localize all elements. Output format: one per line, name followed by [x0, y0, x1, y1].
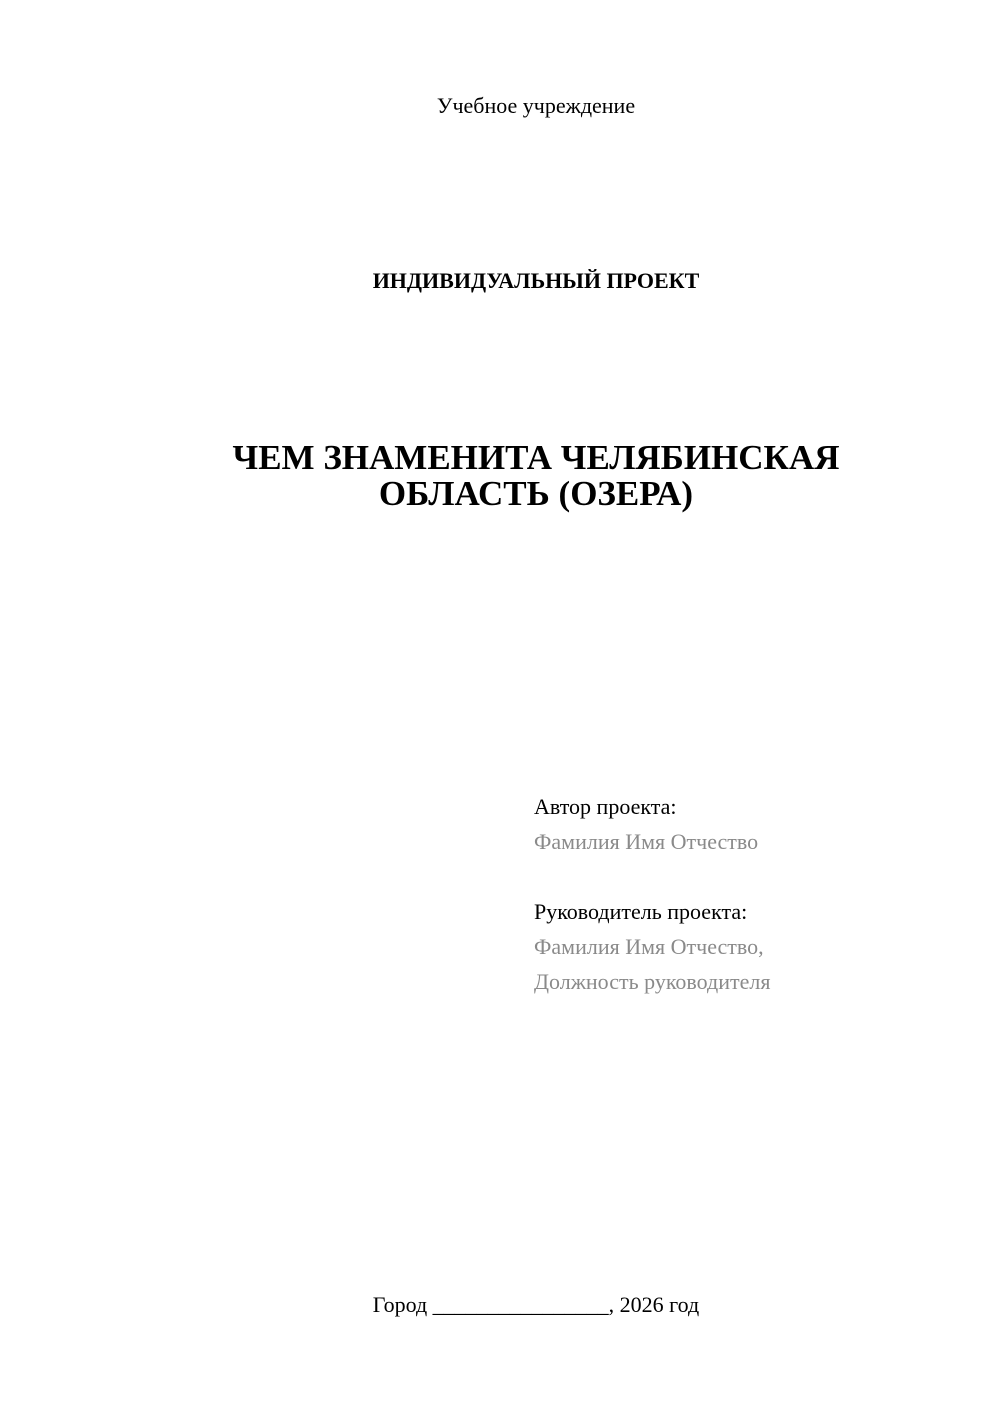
- city-label: Город: [372, 1292, 428, 1317]
- project-title-line-1: ЧЕМ ЗНАМЕНИТА ЧЕЛЯБИНСКАЯ: [232, 438, 840, 477]
- city-year-line: [0, 1291, 1000, 1319]
- city-blank: ________________: [432, 1292, 609, 1317]
- project-people-block: [534, 789, 974, 999]
- project-title: [0, 440, 1000, 512]
- supervisor-position-placeholder: Должность руководителя: [534, 969, 771, 994]
- project-title-line-2: ОБЛАСТЬ (ОЗЕРА): [378, 474, 694, 513]
- author-label: Автор проекта:: [534, 794, 677, 819]
- supervisor-name-placeholder: Фамилия Имя Отчество,: [534, 934, 764, 959]
- year-text: , 2026 год: [608, 1292, 700, 1317]
- institution-name: Учебное учреждение: [436, 93, 636, 118]
- author-name-placeholder: Фамилия Имя Отчество: [534, 829, 759, 854]
- document-type: ИНДИВИДУАЛЬНЫЙ ПРОЕКТ: [372, 268, 700, 293]
- supervisor-label: Руководитель проекта:: [534, 899, 748, 924]
- spacer: [534, 859, 974, 894]
